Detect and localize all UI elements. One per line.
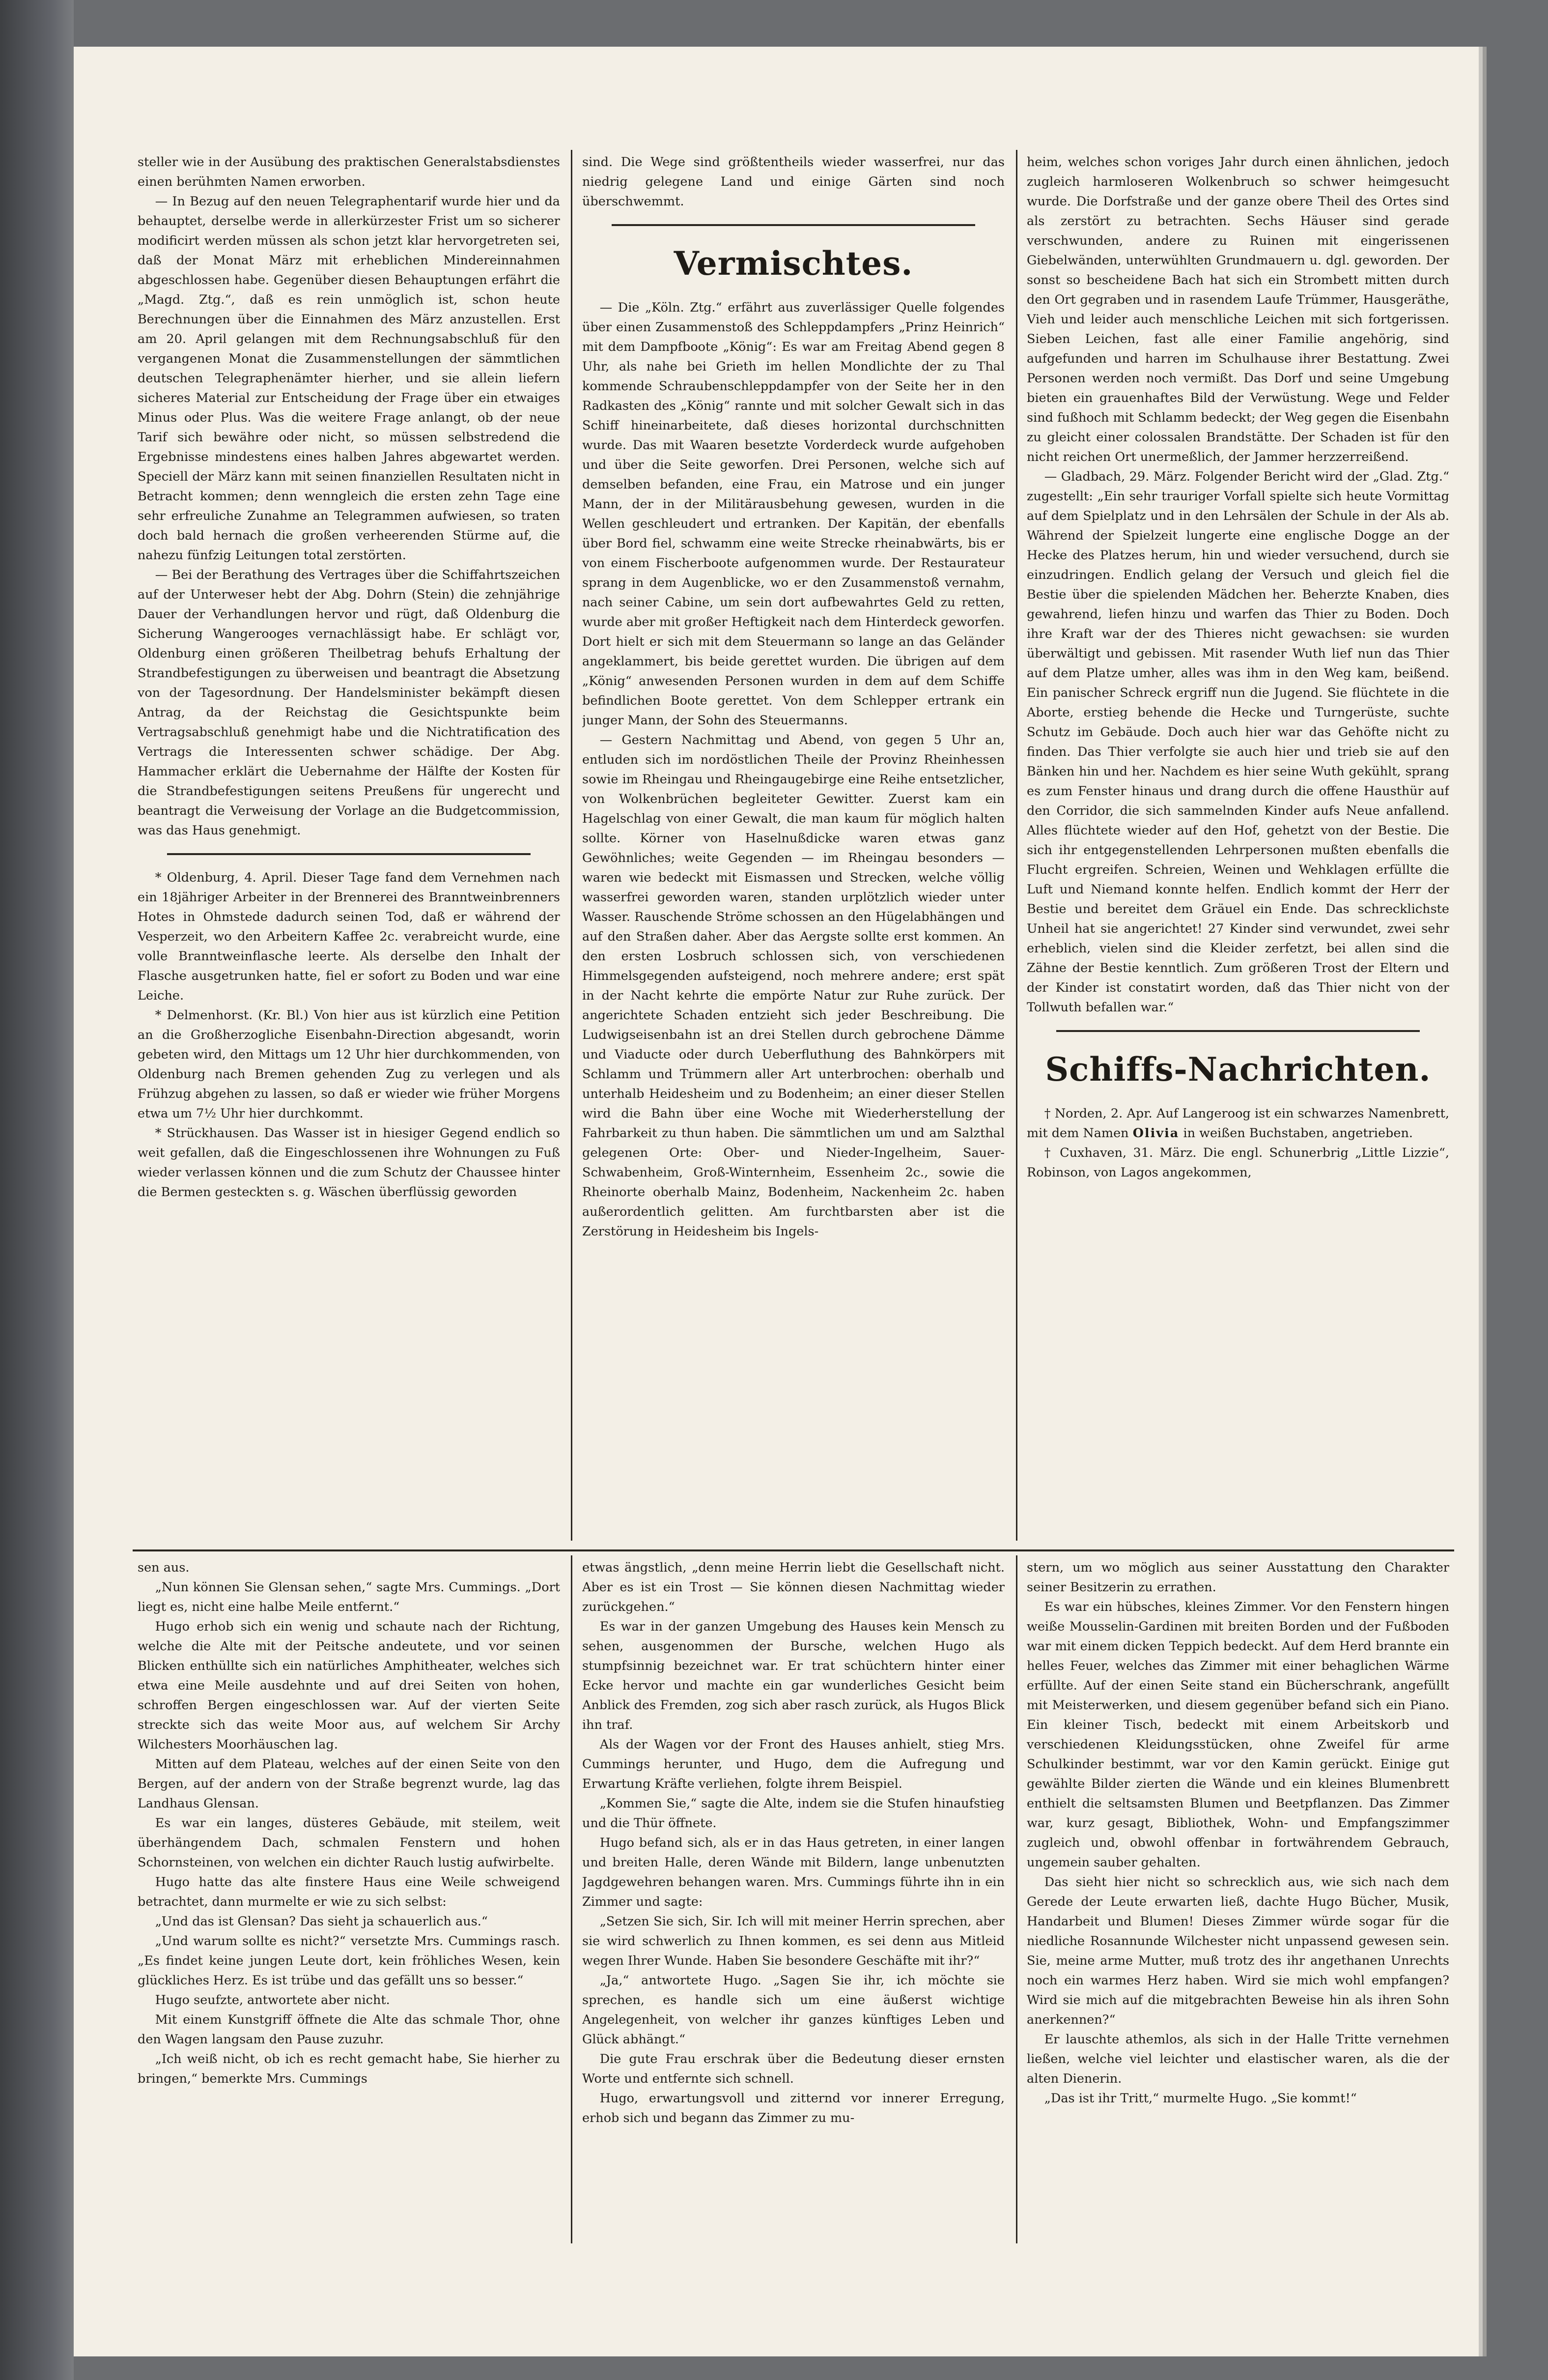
story-text: „Setzen Sie sich, Sir. Ich will mit meiner Herrin sprechen, aber sie wird schwerlich zu Ihnen kommen, es sei denn aus Mitleid wegen Ihrer Wunde. Haben Sie besondere Geschäfte mit ihr?“ — [582, 1914, 1005, 1968]
column-rule — [571, 150, 572, 1541]
story-text: Er lauschte athemlos, als sich in der Halle Tritte vernehmen ließen, welche viel leichter und elastischer waren, als die der alten Dienerin. — [1027, 2032, 1449, 2086]
book-spine — [0, 0, 74, 2380]
top-column-2 — [582, 152, 1005, 1543]
story-text: etwas ängstlich, „denn meine Herrin liebt die Gesellschaft nicht. Aber es ist ein Trost — Sie können diesen Nachmittag wieder zurückgehen.“ — [582, 1560, 1005, 1614]
column-rule — [1016, 150, 1017, 1541]
story-text: „Und warum sollte es nicht?“ versetzte Mrs. Cummings rasch. „Es findet keine jungen Leute dort, kein fröhliches Wesen, kein glückliches Herz. Es ist trübe und das gefällt uns so besser.“ — [138, 1934, 560, 1988]
story-text: Es war ein langes, düsteres Gebäude, mit steilem, weit überhängendem Dach, schmalen Fenstern und hohen Schornsteinen, von welchen ein dichter Rauch lustig aufwirbelte. — [138, 1816, 560, 1870]
story-text: „Nun können Sie Glensan sehen,“ sagte Mrs. Cummings. „Dort liegt es, nicht eine halbe Meile entfernt.“ — [138, 1580, 560, 1614]
story-text: Hugo befand sich, als er in das Haus getreten, in einer langen und breiten Halle, deren Wände mit Bildern, lange unbenutzten Jagdgewehren behangen waren. Mrs. Cummings führte ihn in ein Zimmer und sagte: — [582, 1835, 1005, 1909]
story-text: Hugo erhob sich ein wenig und schaute nach der Richtung, welche die Alte mit der Peitsche andeutete, und vor seinen Blicken enthüllte sich ein natürliches Amphitheater, welches sich etwa eine Meile ausdehnte und auf drei Seiten von hohen, schroffen Bergen eingeschlossen war. Auf der vierten Seite streckte sich das weite Moor aus, auf welchem Sir Archy Wilchesters Moorhäuschen lag. — [138, 1619, 560, 1752]
bottom-column-3 — [1027, 1558, 1449, 2246]
article-struckhausen: * Strückhausen. Das Wasser ist in hiesiger Gegend endlich so weit gefallen, daß die Eingeschlossenen ihre Wohnungen zu Fuß wieder verlassen können und die zum Schutz der Chaussee hinter die Bermen gesteckten s. g. Wäschen überflüssig geworden — [138, 1126, 560, 1200]
column-rule — [571, 1555, 572, 2243]
article-oldenburg: * Oldenburg, 4. April. Dieser Tage fand dem Vernehmen nach ein 18jähriger Arbeiter in der Brennerei des Branntweinbrenners Hotes in Ohmstede dadurch seinen Tod, daß er während der Vesperzeit, wo den Arbeitern Kaffee 2c. verabreicht wurde, eine volle Branntweinflasche leerte. Als derselbe den Inhalt der Flasche ausgetrunken hatte, fiel er sofort zu Boden und war eine Leiche. — [138, 870, 560, 1003]
article-norden-post: in weißen Buchstaben, angetrieben. — [1179, 1126, 1413, 1141]
section-divider — [612, 224, 975, 226]
article-delmenhorst: * Delmenhorst. (Kr. Bl.) Von hier aus ist kürzlich eine Petition an die Großherzogliche Eisenbahn-Direction abgesandt, worin gebeten wird, den Mittags um 12 Uhr hier durchkommenden, von Oldenburg nach Bremen gehenden Zug zu verlegen und als Frühzug abgehen zu lassen, so daß er wieder wie früher Morgens etwa um 7½ Uhr hier durchkommt. — [138, 1008, 560, 1121]
story-text: Es war ein hübsches, kleines Zimmer. Vor den Fenstern hingen weiße Mousselin-Gardinen mit breiten Borden und der Fußboden war mit einem dicken Teppich bedeckt. Auf dem Herd brannte ein helles Feuer, welches das Zimmer mit einer behaglichen Wärme erfüllte. Auf der einen Seite stand ein Bücherschrank, angefüllt mit Meisterwerken, und diesem gegenüber befand sich ein Piano. Ein kleiner Tisch, bedeckt mit einem Arbeitskorb und verschiedenen Kleidungsstücken, ohne Zweifel für arme Schulkinder bestimmt, war vor den Kamin gerückt. Einige gut gewählte Bilder zierten die Wände und ein kleines Blumenbrett enthielt die seltsamsten Blumen und Beetpflanzen. Das Zimmer war, kurz gesagt, Bibliothek, Wohn- und Empfangszimmer zugleich und, obwohl offenbar in fortwährendem Gebrauch, ungemein sauber gehalten. — [1027, 1600, 1449, 1870]
story-text: sen aus. — [138, 1560, 190, 1575]
story-text: „Und das ist Glensan? Das sieht ja schauerlich aus.“ — [155, 1914, 488, 1929]
story-text: „Ich weiß nicht, ob ich es recht gemacht habe, Sie hierher zu bringen,“ bemerkte Mrs. Cummings — [138, 2052, 560, 2086]
story-text: Es war in der ganzen Umgebung des Hauses kein Mensch zu sehen, ausgenommen der Bursche, welchen Hugo als stumpfsinnig bezeichnet war. Er trat schüchtern hinter einer Ecke hervor und machte ein gar wunderliches Gesicht beim Anblick des Fremden, zog sich aber rasch zurück, als Hugos Blick ihn traf. — [582, 1619, 1005, 1732]
schiffs-nachrichten-heading: Schiffs-Nachrichten. — [1045, 1050, 1431, 1089]
newspaper-page — [74, 47, 1479, 2356]
article-schiffahrtszeichen: — Bei der Berathung des Vertrages über die Schiffahrtszeichen auf der Unterweser hebt der Abg. Dohrn (Stein) die zehnjährige Dauer der Verhandlungen hervor und rügt, daß Oldenburg die Sicherung Wangerooges vernachlässigt habe. Er schlägt vor, Oldenburg einen größeren Theilbetrag behufs Erhaltung der Strandbefestigungen zu überweisen und beantragt die Absetzung von der Tagesordnung. Der Handelsminister bekämpft diesen Antrag, da der Reichstag die Gesichtspunkte beim Vertragsabschluß genehmigt habe und die Nichtratification des Vertrags die Interessenten schwer schädige. Der Abg. Hammacher erklärt die Uebernahme der Hälfte der Kosten für die Strandbefestigungen seitens Preußens für ungerecht und beantragt die Verweisung der Vorlage an die Budgetcommission, was das Haus genehmigt. — [138, 568, 560, 838]
story-text: Hugo, erwartungsvoll und zitternd vor innerer Erregung, erhob sich und begann das Zimmer zu mu- — [582, 2091, 1005, 2125]
bottom-column-1 — [138, 1558, 560, 2246]
article-cuxhaven: † Cuxhaven, 31. März. Die engl. Schunerbrig „Little Lizzie“, Robinson, von Lagos angekommen, — [1027, 1146, 1449, 1180]
story-text: „Ja,“ antwortete Hugo. „Sagen Sie ihr, ich möchte sie sprechen, es handle sich um eine äußerst wichtige Angelegenheit, von welcher ihr ganzes künftiges Leben und Glück abhängt.“ — [582, 1973, 1005, 2047]
section-divider — [1056, 1030, 1420, 1032]
article-gladbach: — Gladbach, 29. März. Folgender Bericht wird der „Glad. Ztg.“ zugestellt: „Ein sehr trauriger Vorfall spielte sich heute Vormittag auf dem Spielplatz und in den Lehrsälen der Schule in der Als ab. Während der Spielzeit lungerte eine englische Dogge an der Hecke des Platzes herum, hin und wieder versuchend, durch sie einzudringen. Endlich gelang der Versuch und gleich fiel die Bestie über die spielenden Mädchen her. Beherzte Knaben, dies gewahrend, liefen hinzu und warfen das Thier zu Boden. Doch ihre Kraft war der des Thieres nicht gewachsen: sie wurden überwältigt und gebissen. Mit rasender Wuth lief nun das Thier auf dem Platze umher, alles was ihm in den Weg kam, beißend. Ein panischer Schreck ergriff nun die Jugend. Sie flüchtete in die Aborte, erstieg behende die Hecke und Turngerüste, suchte Schutz im Gebäude. Doch auch hier war das Gehöfte nicht zu finden. Das Thier verfolgte sie auch hier und trieb sie auf den Bänken hin und her. Nachdem es hier seine Wuth gekühlt, sprang es zum Fenster hinaus und drang durch die offene Hausthür auf den Corridor, die sich sammelnden Kinder aufs Neue anfallend. Alles flüchtete wieder auf den Hof, gehetzt von der Bestie. Die sich ihr entgegenstellenden Lehrpersonen mußten ebenfalls die Flucht ergreifen. Schreien, Weinen und Wehklagen erfüllte die Luft und Niemand konnte helfen. Endlich kommt der Herr der Bestie und bereitet dem Gräuel ein Ende. Das schrecklichste Unheil hat sie angerichtet! 27 Kinder sind verwundet, zwei sehr erheblich, vielen sind die Kleider zerfetzt, bei allen sind die Zähne der Bestie kenntlich. Zum größeren Trost der Eltern und der Kinder ist constatirt worden, daß das Thier nicht von der Tollwuth befallen war.“ — [1027, 469, 1449, 1015]
top-column-1 — [138, 152, 560, 1543]
article-norden — [1027, 1104, 1449, 1143]
column-rule — [1016, 1555, 1017, 2243]
article-text: heim, welches schon voriges Jahr durch einen ähnlichen, jedoch zugleich harmloseren Wolkenbruch so schwer heimgesucht wurde. Die Dorfstraße und der ganze obere Theil des Ortes sind als zerstört zu betrachten. Sechs Häuser sind gerade verschwunden, andere zu Ruinen mit eingerissenen Giebelwänden, unterwühlten Grundmauern u. dgl. geworden. Der sonst so bescheidene Bach hat sich ein Strombett mitten durch den Ort gegraben und in rasendem Laufe Trümmer, Hausgeräthe, Vieh und leider auch menschliche Leichen mit sich fortgerissen. Sieben Leichen, fast alle einer Familie angehörig, sind aufgefunden und harren im Schulhause ihrer Bestattung. Zwei Personen werden noch vermißt. Das Dorf und seine Umgebung bieten ein grauenhaftes Bild der Verwüstung. Wege und Felder sind fußhoch mit Schlamm bedeckt; der Weg gegen die Eisenbahn zu gleicht einer colossalen Brandstätte. Der Schaden ist für den nicht reichen Ort unermeßlich, der Jammer herzzerreißend. — [1027, 155, 1449, 464]
vermischtes-heading: Vermischtes. — [674, 244, 913, 283]
bottom-column-2 — [582, 1558, 1005, 2246]
story-text: „Kommen Sie,“ sagte die Alte, indem sie die Stufen hinaufstieg und die Thür öffnete. — [582, 1796, 1005, 1831]
story-text: Als der Wagen vor der Front des Hauses anhielt, stieg Mrs. Cummings herunter, und Hugo, dem die Aufregung und Erwartung Kräfte verliehen, folgte ihrem Beispiel. — [582, 1737, 1005, 1791]
article-text: sind. Die Wege sind größtentheils wieder wasserfrei, nur das niedrig gelegene Land und einige Gärten sind noch überschwemmt. — [582, 155, 1005, 209]
story-text: Hugo seufzte, antwortete aber nicht. — [155, 1993, 390, 2007]
story-text: Hugo hatte das alte finstere Haus eine Weile schweigend betrachtet, dann murmelte er wie zu sich selbst: — [138, 1875, 560, 1909]
ship-name: Olivia — [1132, 1126, 1180, 1141]
top-column-3 — [1027, 152, 1449, 1543]
story-text: Mit einem Kunstgriff öffnete die Alte das schmale Thor, ohne den Wagen langsam den Pause zuzuhr. — [138, 2012, 560, 2047]
story-text: stern, um wo möglich aus seiner Ausstattung den Charakter seiner Besitzerin zu errathen. — [1027, 1560, 1449, 1595]
story-text: Die gute Frau erschrak über die Bedeutung dieser ernsten Worte und entfernte sich schnell. — [582, 2052, 1005, 2086]
story-text: Das sieht hier nicht so schrecklich aus, wie sich nach dem Gerede der Leute erwarten ließ, dachte Hugo Bücher, Musik, Handarbeit und Blumen! Dieses Zimmer würde sogar für die niedliche Rosannunde Wilchester nicht unpassend gewesen sein. Sie, meine arme Mutter, muß trotz des ihr angethanen Unrechts noch ein warmes Herz haben. Wird sie mich wohl empfangen? Wird sie mich auf die mitgebrachten Beweise hin als ihren Sohn anerkennen?“ — [1027, 1875, 1449, 2027]
story-text: Mitten auf dem Plateau, welches auf der einen Seite von den Bergen, auf der andern von der Straße begrenzt wurde, lag das Landhaus Glensan. — [138, 1757, 560, 1811]
article-gewitter: — Gestern Nachmittag und Abend, von gegen 5 Uhr an, entluden sich im nordöstlichen Theile der Provinz Rheinhessen sowie im Rheingau und Rheingaugebirge eine Reihe entsetzlicher, von Wolkenbrüchen begleiteter Gewitter. Zuerst kam ein Hagelschlag von einer Gewalt, die man kaum für möglich halten sollte. Körner von Haselnußdicke waren etwas ganz Gewöhnliches; weite Gegenden — im Rheingau besonders — waren wie bedeckt mit Eismassen und Strecken, welche völlig wasserfrei geworden waren, standen urplötzlich wieder unter Wasser. Rauschende Ströme schossen an den Hügelabhängen und auf den Straßen daher. Aber das Aergste sollte erst kommen. An den ersten Losbruch schlossen sich, von verschiedenen Himmelsgegenden aufsteigend, noch mehrere andere; erst spät in der Nacht kehrte die empörte Natur zur Ruhe zurück. Der angerichtete Schaden entzieht sich jeder Beschreibung. Die Ludwigseisenbahn ist an drei Stellen durch gebrochene Dämme und Viaducte oder durch Ueberfluthung des Bahnkörpers mit Schlamm und Trümmern aller Art unterbrochen: oberhalb und unterhalb Heidesheim und zu Bodenheim; an einer dieser Stellen wird die Bahn über eine Woche mit Wiederherstellung der Fahrbarkeit zu thun haben. Die sämmtlichen um und am Salzthal gelegenen Orte: Ober- und Nieder-Ingelheim, Sauer-Schwabenheim, Groß-Winternheim, Essenheim 2c., sowie die Rheinorte oberhalb Mainz, Bodenheim, Nackenheim 2c. haben außerordentlich gelitten. Am furchtbarsten aber ist die Zerstörung in Heidesheim bis Ingels- — [582, 733, 1005, 1239]
article-norden-pre: † Norden, 2. Apr. Auf Langeroog ist ein schwarzes Namenbrett, mit dem Namen — [1027, 1106, 1449, 1141]
story-text: „Das ist ihr Tritt,“ murmelte Hugo. „Sie kommt!“ — [1044, 2091, 1357, 2106]
section-rule — [133, 1549, 1454, 1551]
article-text: steller wie in der Ausübung des praktischen Generalstabsdienstes einen berühmten Namen erworben. — [138, 155, 560, 189]
section-divider — [167, 853, 531, 855]
article-dampfer-collision: — Die „Köln. Ztg.“ erfährt aus zuverlässiger Quelle folgendes über einen Zusammenstoß des Schleppdampfers „Prinz Heinrich“ mit dem Dampfboote „König“: Es war am Freitag Abend gegen 8 Uhr, als nahe bei Grieth im hellen Mondlichte der zu Thal kommende Schraubenschleppdampfer von der Seite her in den Radkasten des „König“ rannte und mit solcher Gewalt sich in das Schiff hineinarbeitete, daß dieses horizontal durchschnitten wurde. Das mit Waaren besetzte Vorderdeck wurde aufgehoben und über die Seite geworfen. Drei Personen, welche sich auf demselben befanden, eine Frau, ein Matrose und ein junger Mann, der in der Militärausbehung gewesen, wurden in die Wellen geschleudert und ertranken. Der Kapitän, der ebenfalls über Bord fiel, schwamm eine weite Strecke rheinabwärts, bis er von einem Fischerboote aufgenommen wurde. Der Restaurateur sprang in dem Augenblicke, wo er den Zusammenstoß vernahm, nach seiner Cabine, um sein dort aufbewahrtes Geld zu retten, wurde aber mit großer Heftigkeit nach dem Hinterdeck geworfen. Dort hielt er sich mit dem Steuermann so lange an das Geländer angeklammert, bis beide gerettet wurden. Die übrigen auf dem „König“ anwesenden Personen wurden in dem auf dem Schiffe befindlichen Boote gerettet. Von dem Schlepper ertrank ein junger Mann, der Sohn des Steuermanns. — [582, 300, 1005, 728]
article-telegraph-tariff: — In Bezug auf den neuen Telegraphentarif wurde hier und da behauptet, derselbe werde in allerkürzester Frist um so sicherer modificirt werden müssen als schon jetzt klar hervorgetreten sei, daß der Monat März mit erheblichen Mindereinnahmen abgeschlossen habe. Gegenüber diesen Behauptungen erfährt die „Magd. Ztg.“, daß es rein unmöglich ist, schon heute Berechnungen über die Einnahmen des März anzustellen. Erst am 20. April gelangen mit dem Rechnungsabschluß für den vergangenen Monat die Zusammenstellungen der sämmtlichen deutschen Telegraphenämter hierher, und sie allein liefern sicheres Material zur Entscheidung der Frage über ein etwaiges Minus oder Plus. Was die weitere Frage anlangt, ob der neue Tarif sich bewähre oder nicht, so müssen selbstredend die Ergebnisse mindestens eines halben Jahres abgewartet werden. Speciell der März kann mit seinen finanziellen Resultaten nicht in Betracht kommen; denn wenngleich die ersten zehn Tage eine sehr erfreuliche Zunahme an Telegrammen aufwiesen, so traten doch bald hernach die großen verheerenden Stürme auf, die nahezu fünfzig Leitungen total zerstörten. — [138, 194, 560, 563]
